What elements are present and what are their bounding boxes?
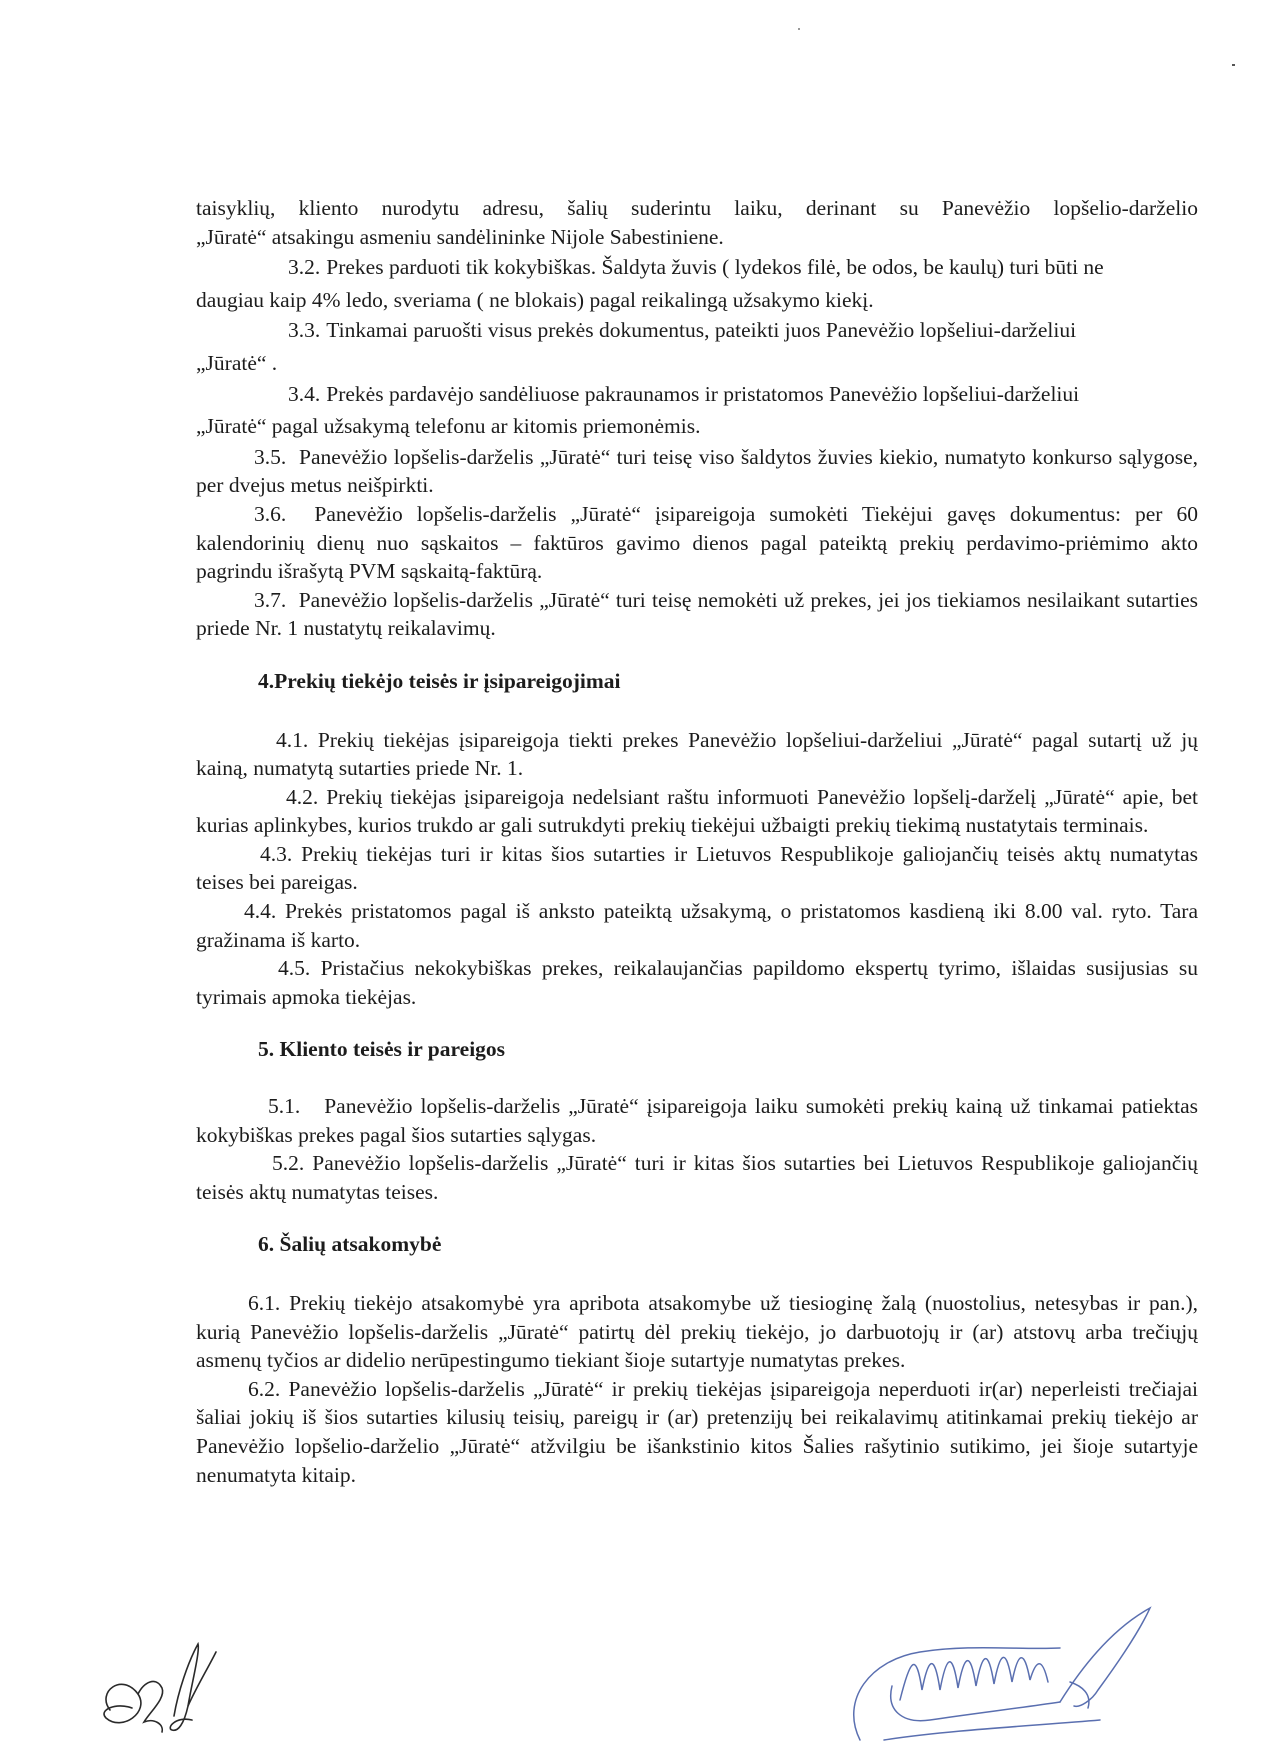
clause-continuation: daugiau kaip 4% ledo, sveriama ( ne blokais) pagal reikalingą užsakymo kiekį. [196, 287, 874, 312]
clause-number: 3.6. [254, 501, 287, 526]
clause-text: Prekių tiekėjas turi ir kitas šios sutarties ir Lietuvos Respublikoje galiojančių teisės aktų numatytas teises bei pareigas. [196, 841, 1199, 895]
clause-6-1 [196, 1289, 1198, 1375]
clause-3-7 [196, 586, 1198, 643]
clause-text: Panevėžio lopšelis-darželis „Jūratė“ turi teisę nemokėti už prekes, jei jos tiekiamos nesilaikant sutarties priede Nr. 1 nustatytų reikalavimų. [196, 587, 1198, 641]
scan-speck [1232, 64, 1235, 66]
clause-number: 4.5. [278, 956, 311, 981]
clause-text: Panevėžio lopšelis-darželis „Jūratė“ įsipareigoja sumokėti Tiekėjui gavęs dokumentus: per 60 kalendorinių dienų nuo sąskaitos – faktūros gavimo dienos pagal pateiktą prekių perdavimo-priėmimo akto pagrindu išrašytą PVM sąskaitą-faktūrą. [196, 501, 1198, 584]
intro-line-2: „Jūratė“ atsakingu asmeniu sandėlininke Nijole Sabestiniene. [196, 224, 724, 249]
clause-continuation: „Jūratė“ . [196, 350, 278, 375]
section-6-heading: 6. Šalių atsakomybė [258, 1232, 442, 1257]
clause-number: 4.4. [244, 899, 277, 924]
clause-4-5 [196, 954, 1198, 1011]
clause-4-2 [196, 783, 1198, 840]
clause-number: 3.2. [288, 255, 321, 280]
clause-4-3 [196, 840, 1198, 897]
clause-3-6 [196, 500, 1198, 586]
document-body [196, 194, 1198, 1489]
clause-number: 6.2. [248, 1376, 281, 1401]
clause-text: Prekės pristatomos pagal iš anksto pateiktą užsakymą, o pristatomos kasdieną iki 8.00 val. ryto. Tara gražinama iš karto. [196, 899, 1198, 952]
clause-text: Prekės pardavėjo sandėliuose pakraunamos ir pristatomos Panevėžio lopšeliui-darželiui [326, 381, 1080, 406]
clause-number: 3.7. [254, 587, 287, 612]
section-4-heading: 4.Prekių tiekėjo teisės ir įsipareigojimai [258, 668, 621, 693]
scan-speck [798, 28, 800, 30]
clause-number: 3.3. [288, 318, 321, 343]
section-5-heading: 5. Kliento teisės ir pareigos [258, 1037, 506, 1062]
clause-number: 4.3. [260, 841, 293, 866]
clause-3-3 [196, 316, 1198, 345]
clause-text: Panevėžio lopšelis-darželis „Jūratė“ turi teisę viso šaldytos žuvies kiekio, numatyto konkurso sąlygose, per dvejus metus neišpirkti. [196, 444, 1199, 498]
clause-3-2 [196, 253, 1198, 282]
clause-text: Tinkamai paruošti visus prekės dokumentus, pateikti juos Panevėžio lopšeliui-darželiui [326, 318, 1077, 343]
clause-text: Pristačius nekokybiškas prekes, reikalaujančias papildomo ekspertų tyrimo, išlaidas susijusias su tyrimais apmoka tiekėjas. [196, 956, 1199, 1009]
clause-continuation: „Jūratė“ pagal užsakymą telefonu ar kitomis priemonėmis. [196, 414, 701, 439]
intro-line-1: taisyklių, kliento nurodytu adresu, šalių suderintu laiku, derinant su Panevėžio lopšelio-darželio [196, 196, 1198, 220]
clause-4-4 [196, 897, 1198, 954]
clause-text: Panevėžio lopšelis-darželis „Jūratė“ įsipareigoja laiku sumokėti prekių kainą už tinkamai patiektas kokybiškas prekes pagal šios sutarties sąlygas. [196, 1094, 1198, 1147]
clause-number: 3.5. [254, 444, 287, 469]
clause-text: Panevėžio lopšelis-darželis „Jūratė“ turi ir kitas šios sutarties bei Lietuvos Respublikoje galiojančių teisės aktų numatytas teises. [196, 1151, 1198, 1204]
clause-text: Prekių tiekėjas įsipareigoja tiekti prekes Panevėžio lopšeliui-darželiui „Jūratė“ pagal sutartį už jų kainą, numatytą sutarties priede Nr. 1. [196, 727, 1199, 781]
clause-3-4 [196, 380, 1198, 409]
clause-number: 6.1. [248, 1291, 281, 1315]
clause-5-1 [196, 1092, 1198, 1149]
handwritten-signature [830, 1590, 1190, 1750]
clause-text: Prekių tiekėjo atsakomybė yra apribota atsakomybe už tiesioginę žalą (nuostolius, netesybas ir pan.), kurią Panevėžio lopšelis-darželis „Jūratė“ patirtų dėl prekių tiekėjo, jo darbuotojų ir (ar) atstovų arba trečiųjų asmenų tyčios ar didelio nerūpestingumo tiekiant šioje sutartyje numatytas prekes. [196, 1291, 1198, 1373]
clause-number: 5.2. [272, 1151, 305, 1176]
clause-number: 5.1. [268, 1094, 301, 1119]
clause-5-2 [196, 1149, 1198, 1206]
clause-4-1 [196, 726, 1198, 783]
clause-6-2 [196, 1375, 1198, 1489]
handwritten-initials [92, 1632, 232, 1742]
clause-3-5 [196, 443, 1198, 500]
clause-text: Panevėžio lopšelis-darželis „Jūratė“ ir prekių tiekėjas įsipareigoja neperduoti ir(ar) neperleisti trečiajai šaliai jokių iš šios sutarties kilusių teisių, pareigų ir (ar) pretenzijų bei reikalavimų atitinkamai prekių tiekėjo ar Panevėžio lopšelio-darželio „Jūratė“ atžvilgiu be išankstinio kitos Šalies rašytinio sutikimo, jei šioje sutartyje nenumatyta kitaip. [196, 1376, 1198, 1487]
clause-text: Prekes parduoti tik kokybiškas. Šaldyta žuvis ( lydekos filė, be odos, be kaulų) turi būti ne [326, 255, 1104, 280]
clause-text: Prekių tiekėjas įsipareigoja nedelsiant raštu informuoti Panevėžio lopšelį-darželį „Jūratė“ apie, bet kurias aplinkybes, kurios trukdo ar gali sutrukdyti prekių tiekėjui užbaigti prekių tiekimą nustatytais terminais. [196, 784, 1199, 838]
clause-number: 4.1. [276, 727, 309, 752]
clause-number: 4.2. [286, 784, 319, 809]
clause-number: 3.4. [288, 381, 321, 406]
